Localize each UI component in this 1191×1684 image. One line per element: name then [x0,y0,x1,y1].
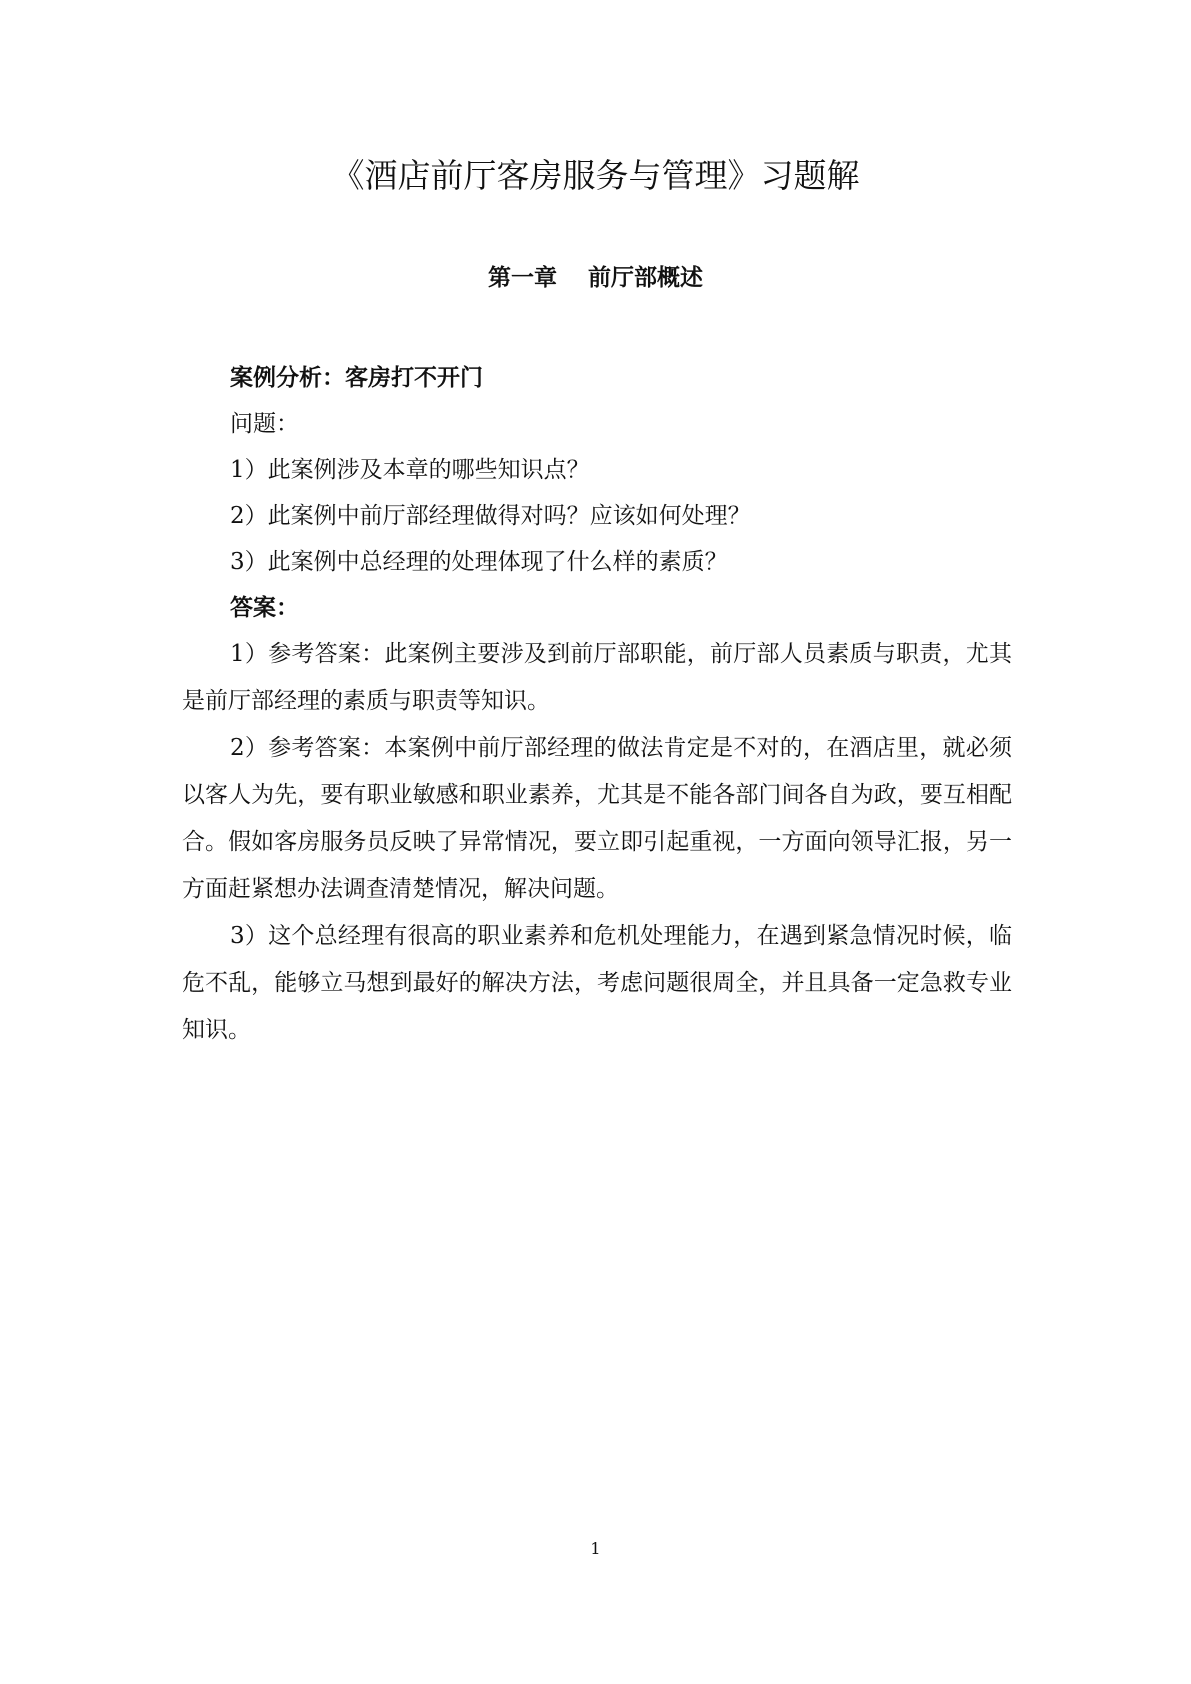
document-content [182,355,1012,1054]
document-title: 《酒店前厅客房服务与管理》习题解 [331,156,860,195]
questions-label: 问题： [230,411,299,437]
question-item: 1）此案例涉及本章的哪些知识点？ [230,457,590,483]
case-heading: 案例分析：客房打不开门 [230,364,483,391]
question-item: 3）此案例中总经理的处理体现了什么样的素质？ [230,549,728,575]
page-number: 1 [590,1539,601,1558]
answers-label: 答案： [230,594,299,621]
answer-paragraph: 2）参考答案：本案例中前厅部经理的做法肯定是不对的，在酒店里，就必须以客人为先，要有职业敏感和职业素养，尤其是不能各部门间各自为政，要互相配合。假如客房服务员反映了异常情况，要立即引起重视，一方面向领导汇报，另一方面赶紧想办法调查清楚情况，解决问题。 [182,735,1012,902]
question-item: 2）此案例中前厅部经理做得对吗？应该如何处理？ [230,503,751,529]
chapter-title: 第一章 前厅部概述 [487,264,703,291]
answer-paragraph: 3）这个总经理有很高的职业素养和危机处理能力，在遇到紧急情况时候，临危不乱，能够立马想到最好的解决方法，考虑问题很周全，并且具备一定急救专业知识。 [182,923,1012,1043]
answer-paragraph: 1）参考答案：此案例主要涉及到前厅部职能，前厅部人员素质与职责，尤其是前厅部经理的素质与职责等知识。 [182,641,1012,714]
